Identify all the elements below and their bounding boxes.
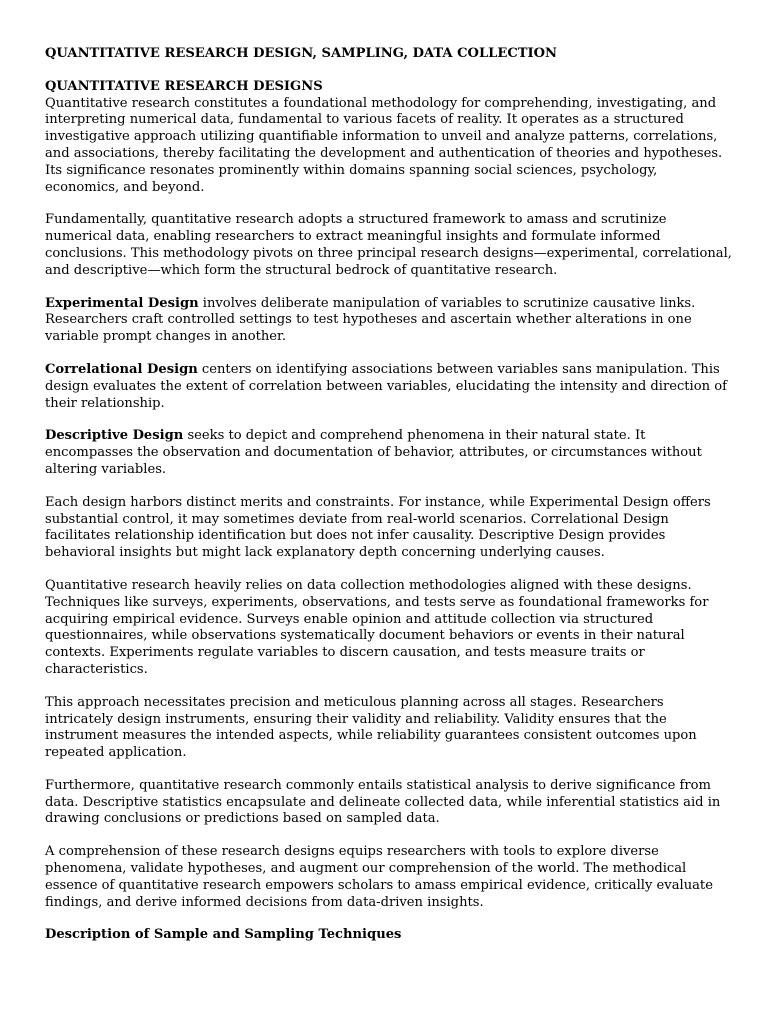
- sub-heading-sampling: Description of Sample and Sampling Techniques: [45, 927, 402, 943]
- document-title: QUANTITATIVE RESEARCH DESIGN, SAMPLING, DATA COLLECTION: [45, 46, 558, 61]
- experimental-design-text: involves deliberate manipulation of variables to scrutinize causative links. Researchers craft controlled settings to test hypotheses and ascertain whether alterations in one variable prompt changes in another.: [45, 295, 696, 345]
- paragraph-fundamentals: Fundamentally, quantitative research adopts a structured framework to amass and scrutinize numerical data, enabling researchers to extract meaningful insights and formulate informed conclusions. This methodology pivots on three principal research designs—experimental, correlational, and descriptive—which form the structural bedrock of quantitative research.: [45, 212, 732, 278]
- paragraph-statistical-analysis: Furthermore, quantitative research commonly entails statistical analysis to derive significance from data. Descriptive statistics encapsulate and delineate collected data, while inferential statistics aid in drawing conclusions or predictions based on sampled data.: [45, 777, 721, 827]
- paragraph-correlational-design: [45, 362, 735, 412]
- term-descriptive-design: Descriptive Design: [45, 428, 184, 444]
- paragraph-merits-constraints: Each design harbors distinct merits and constraints. For instance, while Experimental Design offers substantial control, it may sometimes deviate from real-world scenarios. Correlational Design facilitates relationship identification but does not infer causality. Descriptive Design provides behavioral insights but might lack explanatory depth concerning underlying causes.: [45, 494, 711, 561]
- paragraph-data-collection: Quantitative research heavily relies on data collection methodologies aligned with these designs. Techniques like surveys, experiments, observations, and tests serve as foundational frameworks for acquiring empirical evidence. Surveys enable opinion and attitude collection via structured questionnaires, while observations systematically document behaviors or events in their natural contexts. Experiments regulate variables to discern causation, and tests measure traits or characteristics.: [45, 577, 709, 677]
- descriptive-design-text: seeks to depict and comprehend phenomena in their natural state. It encompasses the observation and documentation of behavior, attributes, or circumstances without altering variables.: [45, 428, 702, 477]
- paragraph-intro: Quantitative research constitutes a foundational methodology for comprehending, investigating, and interpreting numerical data, fundamental to various facets of reality. It operates as a structured investigative approach utilizing quantifiable information to unveil and analyze patterns, correlations, and associations, thereby facilitating the development and authentication of theories and hypotheses. Its significance resonates prominently within domains spanning social sciences, psychology, economics, and beyond.: [45, 95, 723, 195]
- term-experimental-design: Experimental Design: [45, 295, 199, 311]
- paragraph-experimental-design: [45, 296, 735, 346]
- section-heading: QUANTITATIVE RESEARCH DESIGNS: [45, 78, 323, 94]
- paragraph-precision-planning: This approach necessitates precision and meticulous planning across all stages. Researchers intricately design instruments, ensuring their validity and reliability. Validity ensures that the instrument measures the intended aspects, while reliability guarantees consistent outcomes upon repeated application.: [45, 694, 697, 761]
- paragraph-descriptive-design: [45, 428, 735, 478]
- correlational-design-text: centers on identifying associations between variables sans manipulation. This design evaluates the extent of correlation between variables, elucidating the intensity and direction of their relationship.: [45, 361, 727, 411]
- paragraph-conclusion: A comprehension of these research designs equips researchers with tools to explore diverse phenomena, validate hypotheses, and augment our comprehension of the world. The methodical essence of quantitative research empowers scholars to amass empirical evidence, critically evaluate findings, and derive informed decisions from data-driven insights.: [45, 844, 713, 910]
- document-content: [45, 46, 735, 944]
- term-correlational-design: Correlational Design: [45, 361, 198, 377]
